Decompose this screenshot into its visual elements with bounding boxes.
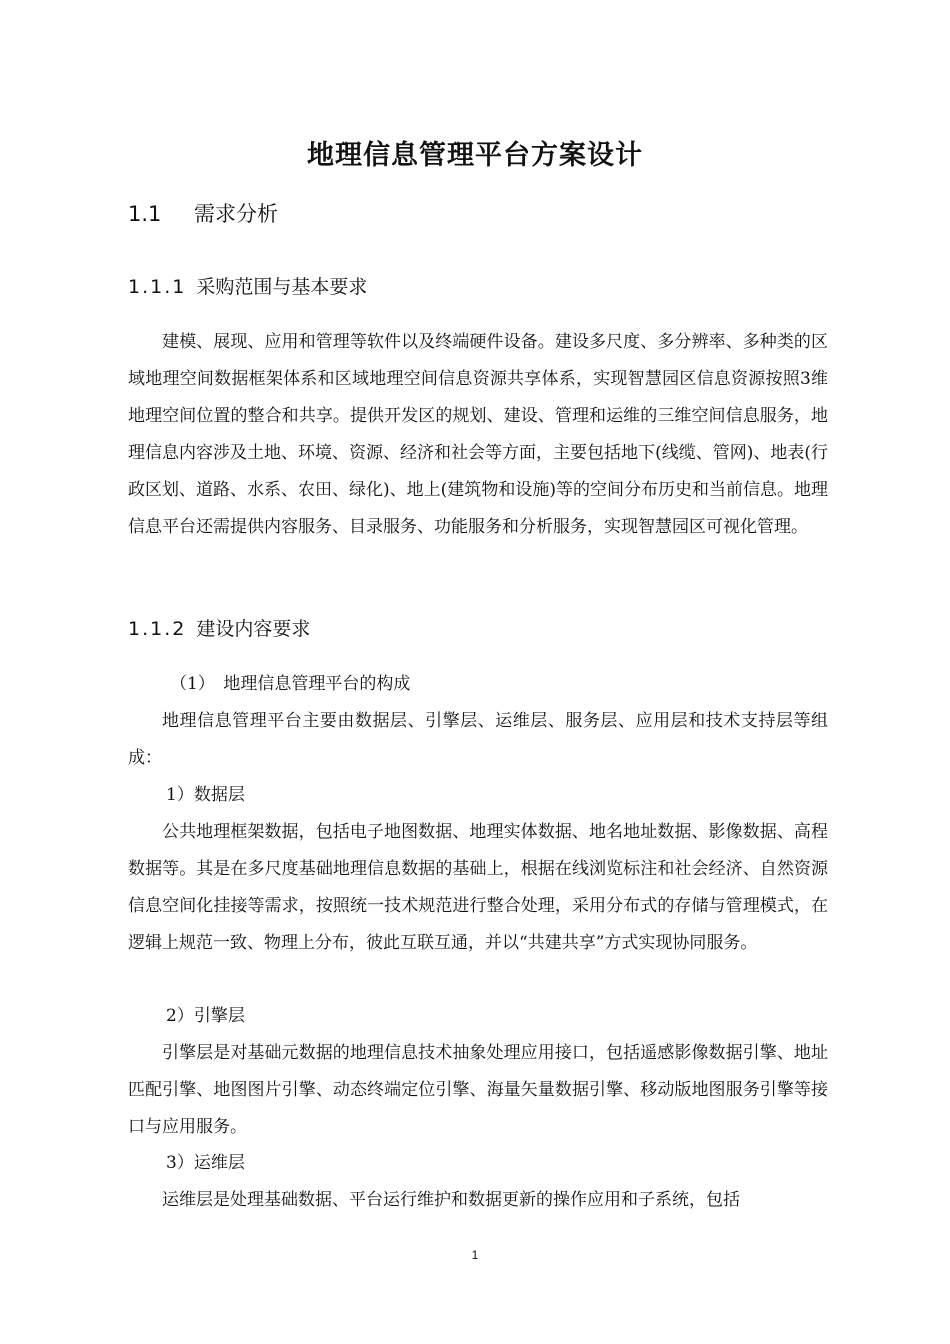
- subsection-number: 1.1.2: [128, 618, 187, 640]
- paragraph-composition: 地理信息管理平台主要由数据层、引擎层、运维层、服务层、应用层和技术支持层等组成：: [128, 711, 828, 768]
- layer-heading-ops: 3）运维层: [166, 1153, 245, 1173]
- paragraph-ops-layer: 运维层是处理基础数据、平台运行维护和数据更新的操作应用和子系统，包括: [162, 1190, 740, 1210]
- paragraph-engine-layer: 引擎层是对基础元数据的地理信息技术抽象处理应用接口，包括遥感影像数据引擎、地址匹配引擎、地图图片引擎、动态终端定位引擎、海量矢量数据引擎、移动版地图服务引擎等接口与应用服务。: [128, 1043, 828, 1137]
- subsection-title: 建设内容要求: [196, 618, 311, 640]
- subsection-title: 采购范围与基本要求: [196, 276, 368, 298]
- section-number: 1.1: [128, 202, 162, 226]
- document-title: 地理信息管理平台方案设计: [307, 140, 643, 171]
- layer-heading-data: 1）数据层: [166, 785, 245, 805]
- layer-heading-engine: 2）引擎层: [166, 1006, 245, 1026]
- paragraph-scope: 建模、展现、应用和管理等软件以及终端硬件设备。建设多尺度、多分辨率、多种类的区域地理空间数据框架体系和区域地理空间信息资源共享体系，实现智慧园区信息资源按照3维地理空间位置的整合和共享。提供开发区的规划、建设、管理和运维的三维空间信息服务，地理信息内容涉及土地、环境、资源、经济和社会等方面，主要包括地下(线缆、管网)、地表(行政区划、道路、水系、农田、绿化)、地上(建筑物和设施)等的空间分布历史和当前信息。地理信息平台还需提供内容服务、目录服务、功能服务和分析服务，实现智慧园区可视化管理。: [128, 332, 828, 537]
- paragraph-data-layer: 公共地理框架数据，包括电子地图数据、地理实体数据、地名地址数据、影像数据、高程数据等。其是在多尺度基础地理信息数据的基础上，根据在线浏览标注和社会经济、自然资源信息空间化挂接等需求，按照统一技术规范进行整合处理，采用分布式的存储与管理模式，在逻辑上规范一致、物理上分布，彼此互联互通，并以“共建共享”方式实现协同服务。: [128, 822, 828, 953]
- section-title: 需求分析: [194, 202, 278, 226]
- subsection-number: 1.1.1: [128, 276, 187, 298]
- section-heading: [128, 198, 278, 228]
- page-number: 1: [471, 1248, 479, 1262]
- list-item-composition: （1） 地理信息管理平台的构成: [170, 674, 411, 694]
- subsection-heading-2: [128, 614, 310, 641]
- subsection-heading-1: [128, 272, 367, 299]
